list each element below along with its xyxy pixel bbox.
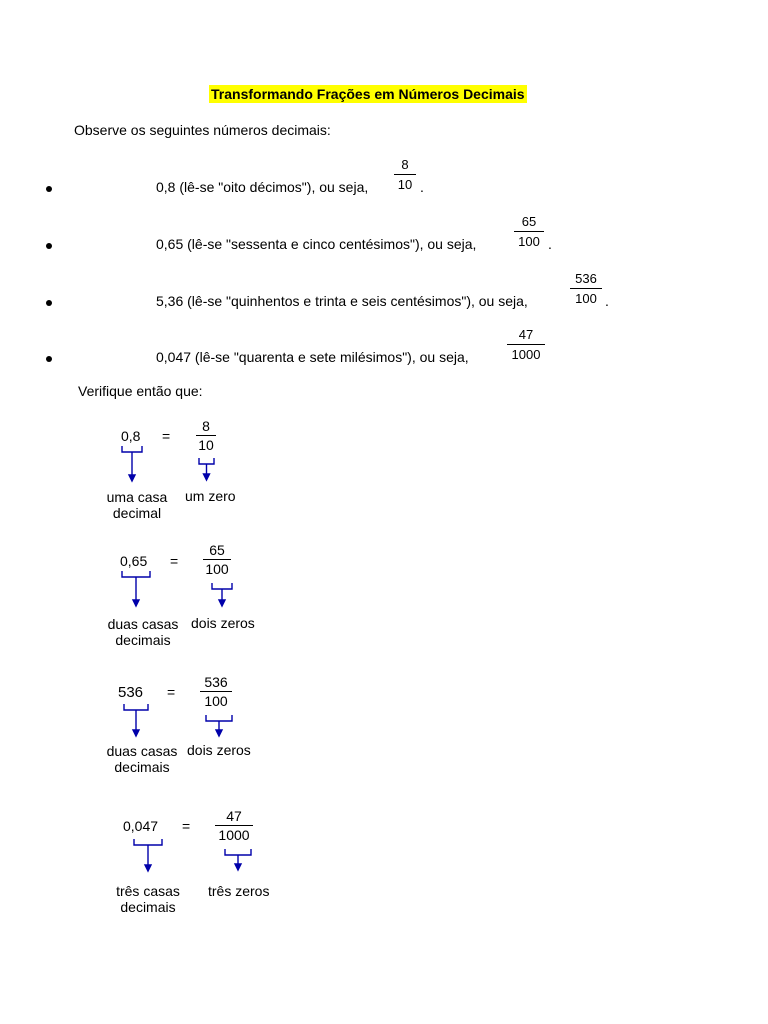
bullet-text: 0,047 (lê-se "quarenta e sete milésimos"), ou seja,: [156, 349, 469, 365]
diagram-equals: =: [167, 684, 176, 700]
fraction-numerator: 8: [401, 157, 409, 172]
diagram-left-label: duas casas decimais: [106, 743, 178, 775]
diagram-equals: =: [170, 553, 179, 569]
bracket-arrow: [122, 571, 150, 601]
bracket-arrow: [225, 849, 251, 865]
fraction-denominator: 1000: [511, 347, 541, 362]
bullet-period: .: [605, 293, 609, 309]
diagram-equals: =: [162, 428, 171, 444]
arrow-head-icon: [145, 865, 151, 871]
bullet-text: 0,8 (lê-se "oito décimos"), ou seja,: [156, 179, 369, 195]
bullet-text: 0,65 (lê-se "sessenta e cinco centésimos"), ou seja,: [156, 236, 477, 252]
fraction-denominator: 10: [397, 177, 413, 192]
fraction-numerator: 47: [518, 327, 534, 342]
fraction-denominator: 100: [518, 234, 540, 249]
diagram-decimal: 0,65: [120, 553, 148, 569]
diagram-left-label: três casas decimais: [116, 883, 180, 915]
diagram-right-label: um zero: [185, 488, 236, 504]
diagram-equals: =: [182, 818, 191, 834]
arrow-head-icon: [133, 730, 139, 736]
fraction-denominator: 100: [575, 291, 597, 306]
arrow-head-icon: [133, 600, 139, 606]
diagram-decimal: 536: [118, 684, 144, 701]
fraction-numerator: 65: [209, 542, 225, 558]
bracket-arrow: [124, 704, 148, 731]
bracket-arrow: [212, 583, 232, 601]
bullet-text: 5,36 (lê-se "quinhentos e trinta e seis centésimos"), ou seja,: [156, 293, 528, 309]
bullet-period: .: [548, 236, 552, 252]
diagram-left-label: duas casas decimais: [107, 616, 179, 648]
fraction-numerator: 8: [202, 418, 210, 434]
fraction-denominator: 10: [198, 437, 214, 453]
fraction-numerator: 47: [226, 808, 242, 824]
fraction-numerator: 65: [521, 214, 537, 229]
bracket-arrow: [199, 458, 214, 475]
bracket-arrow: [134, 839, 162, 866]
fraction-numerator: 536: [204, 674, 228, 690]
arrow-head-icon: [129, 475, 135, 481]
arrow-head-icon: [216, 730, 222, 736]
arrow-head-icon: [219, 600, 225, 606]
diagram-right-label: dois zeros: [187, 742, 251, 758]
bracket-arrow: [206, 715, 232, 731]
diagram-right-label: dois zeros: [191, 615, 255, 631]
diagram-right-label: três zeros: [208, 883, 270, 899]
diagram-left-label: uma casa decimal: [106, 489, 168, 521]
page-title: Transformando Frações em Números Decimais: [211, 86, 525, 102]
bullet-period: .: [420, 179, 424, 195]
diagram-decimal: 0,047: [123, 818, 159, 834]
arrow-head-icon: [235, 864, 241, 870]
bracket-arrow: [122, 446, 142, 476]
intro-text: Observe os seguintes números decimais:: [74, 122, 331, 138]
verify-text: Verifique então que:: [78, 383, 203, 399]
fraction-denominator: 1000: [218, 827, 250, 843]
fraction-numerator: 536: [575, 271, 597, 286]
fraction-denominator: 100: [204, 693, 228, 709]
fraction-denominator: 100: [205, 561, 229, 577]
diagram-decimal: 0,8: [121, 428, 141, 444]
arrow-head-icon: [204, 474, 210, 480]
